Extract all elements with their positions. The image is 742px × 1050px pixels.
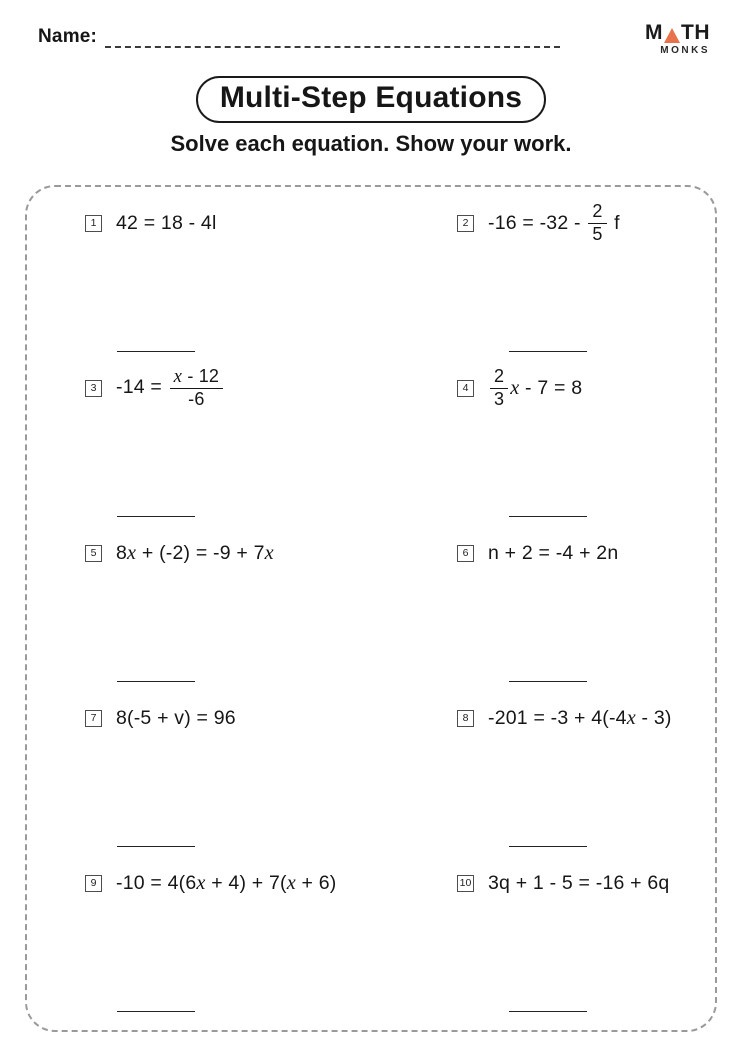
logo-letter-m: M [645,21,663,44]
problem-number: 3 [85,380,102,397]
name-label: Name: [38,26,98,47]
problem-cell [27,692,397,857]
problem-cell [27,527,397,692]
problem-cell [27,197,397,362]
problem-cell [397,857,715,1022]
problem-number: 6 [457,545,474,562]
worksheet-box [25,185,717,1032]
title-wrap [0,76,742,123]
problem-number: 7 [85,710,102,727]
problem-number: 4 [457,380,474,397]
problem-cell [397,692,715,857]
math-monks-logo [645,22,710,56]
problem-cell [27,857,397,1022]
problem-number: 10 [457,875,474,892]
logo-monks-text: MONKS [660,45,710,56]
answer-line [509,846,587,847]
logo-wordmark [645,22,710,43]
problem-row [85,861,397,905]
problem-row [457,531,715,575]
answer-line [509,681,587,682]
equation: 42 = 18 - 4l [116,211,217,234]
problem-number: 5 [85,545,102,562]
equation: 8 x + (-2) = -9 + 7 x [116,541,274,564]
equation: 8(-5 + v) = 96 [116,706,236,729]
problem-cell [397,362,715,527]
name-fill-in-line [105,32,560,48]
problem-number: 9 [85,875,102,892]
problem-cell [397,197,715,362]
equation: $\frac{2}{3}$ x - 7 = 8 [488,367,582,409]
problem-row [457,201,715,245]
equation: -16 = -32 - $\frac{2}{5}$ f [488,201,620,244]
problem-cell [397,527,715,692]
equation: n + 2 = -4 + 2n [488,541,619,564]
problem-number: 8 [457,710,474,727]
instructions: Solve each equation. Show your work. [170,131,572,156]
problem-row [85,531,397,575]
answer-line [509,516,587,517]
equation: -201 = -3 + 4(-4 x - 3) [488,706,672,729]
answer-line [117,681,195,682]
answer-line [117,516,195,517]
logo-letters-th: TH [681,21,710,44]
problem-row [85,366,397,410]
problem-cell [27,362,397,527]
equation: 3q + 1 - 5 = -16 + 6q [488,871,670,894]
problem-row [457,366,715,410]
problem-row [457,696,715,740]
problem-row [457,861,715,905]
problems-grid [27,197,715,1022]
answer-line [509,351,587,352]
equation: -10 = 4(6 x + 4) + 7( x + 6) [116,871,337,894]
logo-triangle-icon [664,28,680,43]
answer-line [509,1011,587,1012]
equation: -14 = $\frac{x - 12}{-6}$ [116,367,225,410]
problem-number: 1 [85,215,102,232]
page-title: Multi-Step Equations [196,76,546,123]
answer-line [117,1011,195,1012]
answer-line [117,846,195,847]
answer-line [117,351,195,352]
problem-number: 2 [457,215,474,232]
name-row [38,26,560,48]
problem-row [85,696,397,740]
problem-row [85,201,397,245]
